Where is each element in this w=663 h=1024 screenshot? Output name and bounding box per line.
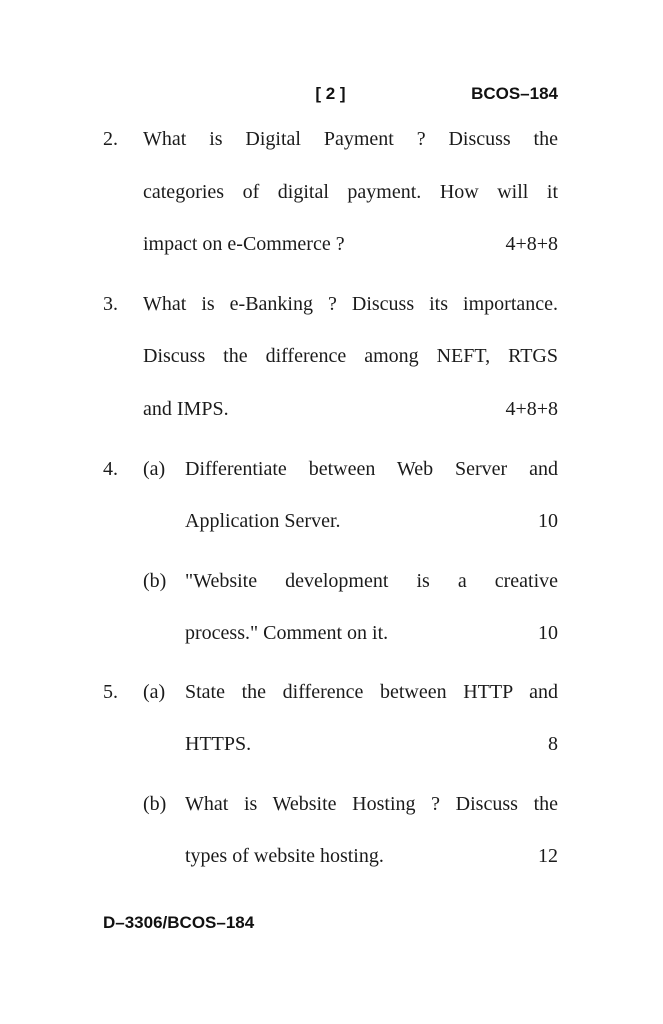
question-text: types of website hosting. [185, 845, 384, 867]
question-5b-line-2 [103, 841, 558, 875]
marks-value: 12 [538, 845, 558, 867]
part-label: (a) [143, 681, 166, 703]
question-text: impact on e-Commerce ? [143, 233, 345, 255]
question-text: "Website development is a creative [185, 570, 558, 592]
question-5b-line-1 [103, 789, 558, 823]
marks-value: 10 [538, 510, 558, 532]
question-text: What is Digital Payment ? Discuss the [143, 128, 558, 150]
question-text: Application Server. [185, 510, 341, 532]
question-number: 2. [103, 128, 118, 150]
question-text: and IMPS. [143, 398, 229, 420]
question-2-line-2 [103, 177, 558, 211]
question-4b-line-1 [103, 566, 558, 600]
question-4a-line-1 [103, 454, 558, 488]
part-label: (a) [143, 458, 166, 480]
footer-code: D–3306/BCOS–184 [103, 913, 255, 932]
question-4b-line-2 [103, 618, 558, 652]
question-5a-line-2 [103, 729, 558, 763]
part-label: (b) [143, 793, 167, 815]
question-text: State the difference between HTTP and [185, 681, 558, 703]
question-text: Discuss the difference among NEFT, RTGS [143, 345, 558, 367]
question-text: What is e-Banking ? Discuss its importance. [143, 293, 558, 315]
marks-value: 4+8+8 [505, 398, 558, 420]
question-3-line-3 [103, 394, 558, 428]
marks-value: 8 [548, 733, 558, 755]
question-number: 4. [103, 458, 118, 480]
question-number: 5. [103, 681, 118, 703]
question-3-line-1 [103, 289, 558, 323]
question-text: categories of digital payment. How will it [143, 181, 558, 203]
question-3-line-2 [103, 341, 558, 375]
page-number: [ 2 ] [315, 84, 346, 103]
page-header [103, 84, 558, 106]
part-label: (b) [143, 570, 167, 592]
question-text: HTTPS. [185, 733, 252, 755]
question-2-line-1 [103, 124, 558, 158]
marks-value: 4+8+8 [505, 233, 558, 255]
question-number: 3. [103, 293, 118, 315]
paper-code: BCOS–184 [471, 84, 558, 103]
question-5a-line-1 [103, 677, 558, 711]
question-text: process." Comment on it. [185, 622, 389, 644]
question-text: What is Website Hosting ? Discuss the [185, 793, 558, 815]
question-2-line-3 [103, 229, 558, 263]
marks-value: 10 [538, 622, 558, 644]
question-4a-line-2 [103, 506, 558, 540]
question-text: Differentiate between Web Server and [185, 458, 558, 480]
